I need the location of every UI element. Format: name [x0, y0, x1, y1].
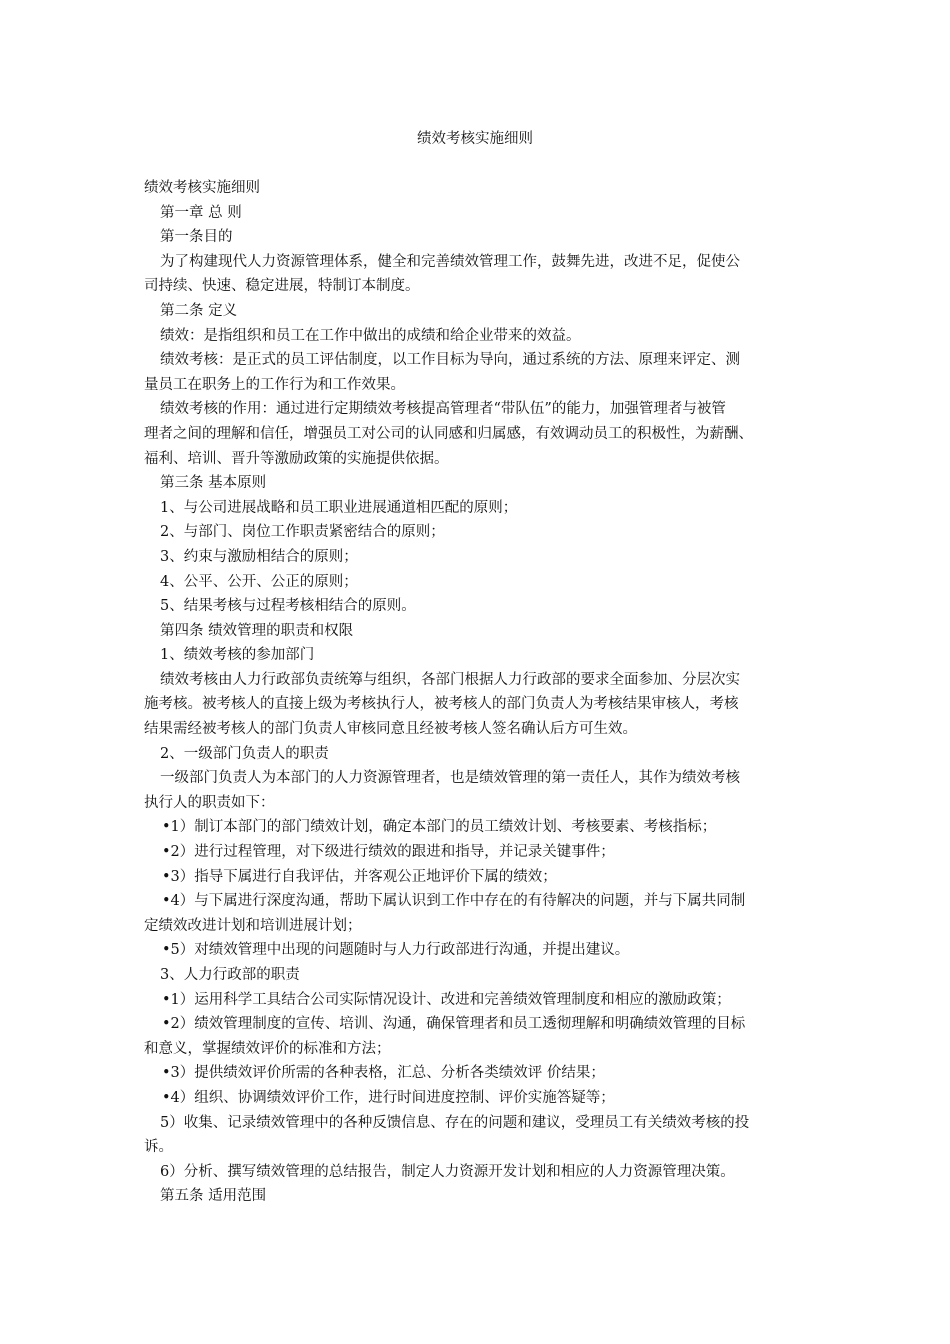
paragraph-line: 诉。 — [144, 1139, 173, 1156]
paragraph-line: 司持续、快速、稳定进展，特制订本制度。 — [144, 278, 420, 295]
paragraph-line: 4、公平、公开、公正的原则； — [160, 573, 358, 590]
paragraph-line: 3、人力行政部的职责 — [160, 967, 300, 983]
paragraph-line: •5）对绩效管理中出现的问题随时与人力行政部进行沟通，并提出建议。 — [162, 942, 630, 959]
paragraph-line: 5、结果考核与过程考核相结合的原则。 — [160, 598, 416, 615]
paragraph-line: 一级部门负责人为本部门的人力资源管理者，也是绩效管理的第一责任人，其作为绩效考核 — [160, 770, 740, 787]
paragraph-line: •2）绩效管理制度的宣传、培训、沟通，确保管理者和员工透彻理解和明确绩效管理的目标 — [162, 1016, 746, 1033]
paragraph-line: 绩效考核：是正式的员工评估制度，以工作目标为导向，通过系统的方法、原理来评定、测 — [160, 352, 740, 369]
paragraph-line: 定绩效改进计划和培训进展计划； — [144, 917, 362, 934]
paragraph-line: 2、一级部门负责人的职责 — [160, 745, 329, 762]
paragraph-line: 绩效考核由人力行政部负责统筹与组织，各部门根据人力行政部的要求全面参加、分层次实 — [160, 671, 740, 688]
paragraph-line: •4）与下属进行深度沟通，帮助下属认识到工作中存在的有待解决的问题，并与下属共同制 — [162, 893, 746, 910]
paragraph-line: 第二条 定义 — [160, 302, 238, 319]
paragraph-line: 结果需经被考核人的部门负责人审核同意且经被考核人签名确认后方可生效。 — [144, 721, 637, 738]
paragraph-line: 为了构建现代人力资源管理体系，健全和完善绩效管理工作，鼓舞先进，改进不足，促使公 — [160, 253, 740, 270]
paragraph-line: •3）指导下属进行自我评估，并客观公正地评价下属的绩效； — [162, 868, 557, 885]
paragraph-line: 量员工在职务上的工作行为和工作效果。 — [144, 376, 405, 393]
paragraph-line: 1、与公司进展战略和员工职业进展通道相匹配的原则； — [160, 499, 518, 516]
paragraph-line: 第一章 总 则 — [160, 204, 242, 221]
paragraph-line: 绩效考核实施细则 — [144, 180, 260, 196]
paragraph-line: 1、绩效考核的参加部门 — [160, 647, 315, 664]
paragraph-line: •1）运用科学工具结合公司实际情况设计、改进和完善绩效管理制度和相应的激励政策； — [162, 991, 731, 1008]
paragraph-line: •2）进行过程管理，对下级进行绩效的跟进和指导，并记录关键事件； — [162, 844, 615, 861]
paragraph-line: •4）组织、协调绩效评价工作，进行时间进度控制、评价实施答疑等； — [162, 1089, 615, 1106]
paragraph-line: 3、约束与激励相结合的原则； — [160, 548, 358, 565]
paragraph-line: 第五条 适用范围 — [160, 1188, 267, 1205]
document-body — [144, 176, 814, 1209]
paragraph-line: 第一条目的 — [160, 229, 233, 246]
paragraph-line: 执行人的职责如下： — [144, 794, 275, 811]
paragraph-line: 施考核。被考核人的直接上级为考核执行人，被考核人的部门负责人为考核结果审核人，考核 — [144, 696, 739, 713]
paragraph-line: 和意义，掌握绩效评价的标准和方法； — [144, 1040, 391, 1057]
paragraph-line: 2、与部门、岗位工作职责紧密结合的原则； — [160, 524, 445, 541]
paragraph-line: 第三条 基本原则 — [160, 475, 267, 492]
paragraph-line: 第四条 绩效管理的职责和权限 — [160, 622, 354, 639]
paragraph-line: 理者之间的理解和信任，增强员工对公司的认同感和归属感，有效调动员工的积极性，为薪酬、 — [144, 425, 753, 442]
paragraph-line: 绩效：是指组织和员工在工作中做出的成绩和给企业带来的效益。 — [160, 327, 581, 344]
page-title: 绩效考核实施细则 — [417, 131, 533, 147]
paragraph-line: 绩效考核的作用：通过进行定期绩效考核提高管理者“带队伍”的能力，加强管理者与被管 — [160, 401, 726, 418]
paragraph-line: •3）提供绩效评价所需的各种表格，汇总、分析各类绩效评 价结果； — [162, 1065, 605, 1082]
paragraph-line: 福利、培训、晋升等激励政策的实施提供依据。 — [144, 450, 449, 467]
paragraph-line: •1）制订本部门的部门绩效计划，确定本部门的员工绩效计划、考核要素、考核指标； — [162, 819, 717, 836]
paragraph-line: 5）收集、记录绩效管理中的各种反馈信息、存在的问题和建议，受理员工有关绩效考核的投 — [160, 1114, 750, 1131]
paragraph-line: 6）分析、撰写绩效管理的总结报告，制定人力资源开发计划和相应的人力资源管理决策。 — [160, 1163, 735, 1180]
